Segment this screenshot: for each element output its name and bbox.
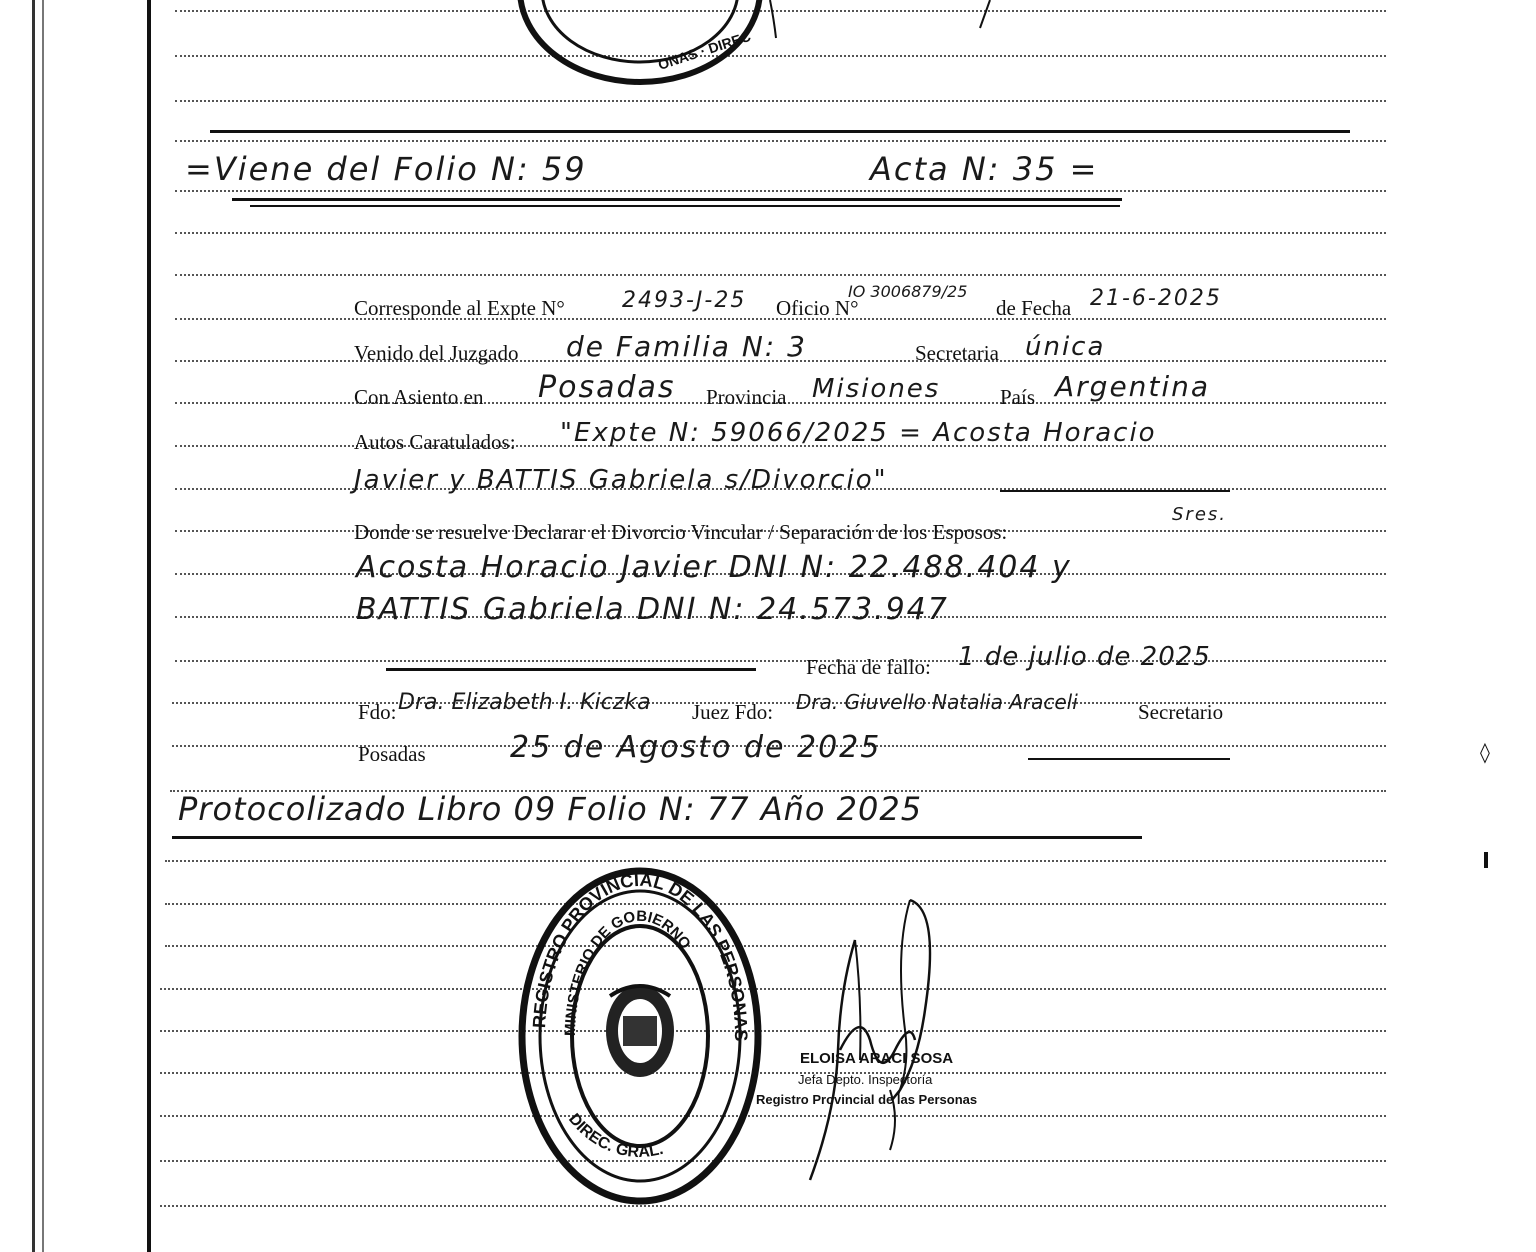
header-underline (232, 198, 1122, 201)
secretaria-label: Secretaria (915, 341, 999, 365)
top-signature-stroke (760, 0, 1000, 40)
left-margin-line (147, 0, 151, 1252)
oficio-value: IO 3006879/25 (848, 282, 968, 301)
expte-value: 2493-J-25 (622, 288, 747, 313)
handwritten-signature (800, 890, 980, 1190)
resuelve-text: Donde se resuelve Declarar el Divorcio Vincular / Separación de los Esposos: (354, 520, 1008, 544)
svg-text:DIREC. GRAL.: DIREC. GRAL. (565, 1110, 666, 1162)
pais-label: País (1000, 385, 1036, 409)
posadas-label: Posadas (358, 742, 426, 766)
juzgado-label: Venido del Juzgado (354, 341, 519, 365)
fallo-fill-line (386, 668, 756, 671)
esposo-2: BATTIS Gabriela DNI N: 24.573.947 (356, 592, 949, 627)
secretaria-value: única (1025, 332, 1106, 362)
autos-fill-line (1000, 490, 1230, 492)
protocolizado-note: Protocolizado Libro 09 Folio N: 77 Año 2025 (178, 790, 923, 828)
left-edge-line-2 (42, 0, 44, 1252)
left-edge-line (32, 0, 35, 1252)
juez-label: Juez Fdo: (692, 700, 774, 724)
margin-mark: ◊ (1480, 740, 1490, 764)
fecha-value: 21-6-2025 (1090, 286, 1222, 311)
acta-number: Acta N: 35 = (870, 150, 1099, 188)
fecha-fallo-value: 1 de julio de 2025 (958, 642, 1211, 672)
esposo-1: Acosta Horacio Javier DNI N: 22.488.404 y (356, 550, 1072, 585)
fdo-sec-value: Dra. Giuvello Natalia Araceli (796, 690, 1078, 714)
provincia-label: Provincia (706, 385, 787, 409)
stamp-title: Jefa Depto. Inspectoría (798, 1072, 933, 1087)
fecha-label: de Fecha (996, 296, 1072, 320)
fdo-juez-value: Dra. Elizabeth I. Kiczka (398, 690, 651, 715)
pais-value: Argentina (1055, 370, 1211, 403)
top-seal-partial (510, 0, 770, 90)
stamp-name: ELOISA ARACI SOSA (800, 1050, 954, 1067)
margin-mark-2 (1484, 852, 1488, 868)
header-top-rule (210, 130, 1350, 133)
posadas-fill-line (1028, 758, 1230, 760)
svg-text:MINISTERIO DE GOBIERNO: MINISTERIO DE GOBIERNO (561, 907, 694, 1037)
expte-label: Corresponde al Expte N° (354, 296, 565, 320)
provincia-value: Misiones (812, 374, 941, 404)
official-seal (515, 866, 765, 1206)
header-underline-2 (250, 205, 1120, 207)
asiento-label: Con Asiento en (354, 385, 484, 409)
posadas-value: 25 de Agosto de 2025 (510, 730, 882, 765)
resuelve-extra: Sres. (1172, 504, 1227, 525)
stamp-office: Registro Provincial de las Personas (756, 1092, 978, 1107)
svg-text:REGISTRO PROVINCIAL DE LAS PER: REGISTRO PROVINCIAL DE LAS PERSONAS (529, 869, 752, 1042)
fecha-fallo-label: Fecha de fallo: (806, 655, 931, 679)
autos-value-1: "Expte N: 59066/2025 = Acosta Horacio (560, 418, 1157, 448)
oficio-label: Oficio N° (776, 296, 859, 320)
autos-value-2: Javier y BATTIS Gabriela s/Divorcio" (354, 465, 888, 495)
viene-del-folio: =Viene del Folio N: 59 (185, 150, 587, 188)
protocolizado-underline (172, 836, 1142, 839)
fdo-label: Fdo: (358, 700, 397, 724)
svg-text:ONAS · DIREC: ONAS · DIREC (655, 27, 753, 73)
juzgado-value: de Familia N: 3 (566, 330, 807, 363)
autos-label: Autos Caratulados: (354, 430, 516, 454)
asiento-value: Posadas (538, 370, 676, 405)
secretario-label: Secretario (1138, 700, 1224, 724)
